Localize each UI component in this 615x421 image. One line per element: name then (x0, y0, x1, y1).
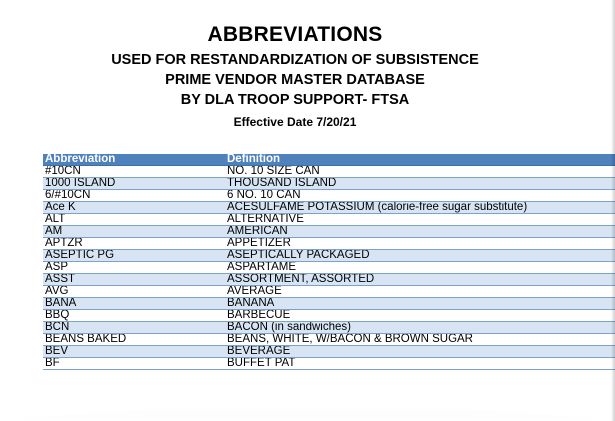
definition-cell: BACON (in sandwiches) (227, 322, 351, 333)
definition-cell: THOUSAND ISLAND (227, 178, 337, 189)
abbreviation-cell: 1000 ISLAND (45, 178, 116, 189)
abbreviation-cell: AM (45, 226, 63, 237)
definition-cell: ASSORTMENT, ASSORTED (227, 274, 375, 285)
table-header-row (43, 154, 615, 166)
abbreviation-cell: AVG (45, 286, 69, 297)
effective-date: Effective Date 7/20/21 (233, 115, 357, 129)
table-row (43, 226, 615, 238)
definition-cell: BARBECUE (227, 310, 291, 321)
table-row (43, 274, 615, 286)
abbreviation-cell: Ace K (45, 202, 76, 213)
document-subtitle-line-2: PRIME VENDOR MASTER DATABASE (165, 72, 425, 88)
abbreviation-cell: ALT (45, 214, 66, 225)
table-row (43, 166, 615, 178)
table-row (43, 286, 615, 298)
table-body (43, 166, 615, 370)
page-curl-fade (0, 395, 615, 421)
abbreviations-table (43, 154, 615, 370)
table-row (43, 346, 615, 358)
document-title: ABBREVIATIONS (207, 23, 383, 46)
page-curl-shadow (0, 398, 615, 421)
definition-cell: 6 NO. 10 CAN (227, 190, 301, 201)
table-row (43, 214, 615, 226)
definition-cell: APPETIZER (227, 238, 291, 249)
document-subtitle-line-1: USED FOR RESTANDARDIZATION OF SUBSISTENCE (111, 52, 479, 68)
abbreviation-cell: 6/#10CN (45, 190, 91, 201)
table-row (43, 202, 615, 214)
table-row (43, 190, 615, 202)
abbreviation-cell: BEV (45, 346, 69, 357)
definition-cell: BANANA (227, 298, 275, 309)
abbreviation-cell: BCN (45, 322, 70, 333)
definition-cell: ALTERNATIVE (227, 214, 304, 225)
definition-cell: ASPARTAME (227, 262, 297, 273)
definition-cell: AMERICAN (227, 226, 288, 237)
table-row (43, 334, 615, 346)
definition-cell: BUFFET PAT (227, 358, 296, 369)
definition-cell: BEANS, WHITE, W/BACON & BROWN SUGAR (227, 334, 473, 345)
definition-cell: ACESULFAME POTASSIUM (calorie-free sugar substitute) (227, 202, 528, 213)
table-row (43, 178, 615, 190)
abbreviation-cell: BANA (45, 298, 77, 309)
abbreviation-cell: ASP (45, 262, 69, 273)
column-header-abbreviation: Abbreviation (45, 154, 116, 165)
abbreviation-cell: ASST (45, 274, 76, 285)
table-row (43, 322, 615, 334)
abbreviation-cell: BF (45, 358, 60, 369)
table-row (43, 262, 615, 274)
table-row (43, 358, 615, 370)
abbreviation-cell: BEANS BAKED (45, 334, 127, 345)
table-row (43, 238, 615, 250)
definition-cell: AVERAGE (227, 286, 282, 297)
definition-cell: ASEPTICALLY PACKAGED (227, 250, 370, 261)
abbreviation-cell: ASEPTIC PG (45, 250, 115, 261)
column-header-definition: Definition (227, 154, 281, 165)
table-row (43, 250, 615, 262)
abbreviation-cell: APTZR (45, 238, 83, 249)
definition-cell: NO. 10 SIZE CAN (227, 166, 320, 177)
table-row (43, 298, 615, 310)
abbreviation-cell: BBQ (45, 310, 70, 321)
abbreviation-cell: #10CN (45, 166, 81, 177)
document-subtitle-line-3: BY DLA TROOP SUPPORT- FTSA (180, 92, 410, 108)
definition-cell: BEVERAGE (227, 346, 291, 357)
table-row (43, 310, 615, 322)
